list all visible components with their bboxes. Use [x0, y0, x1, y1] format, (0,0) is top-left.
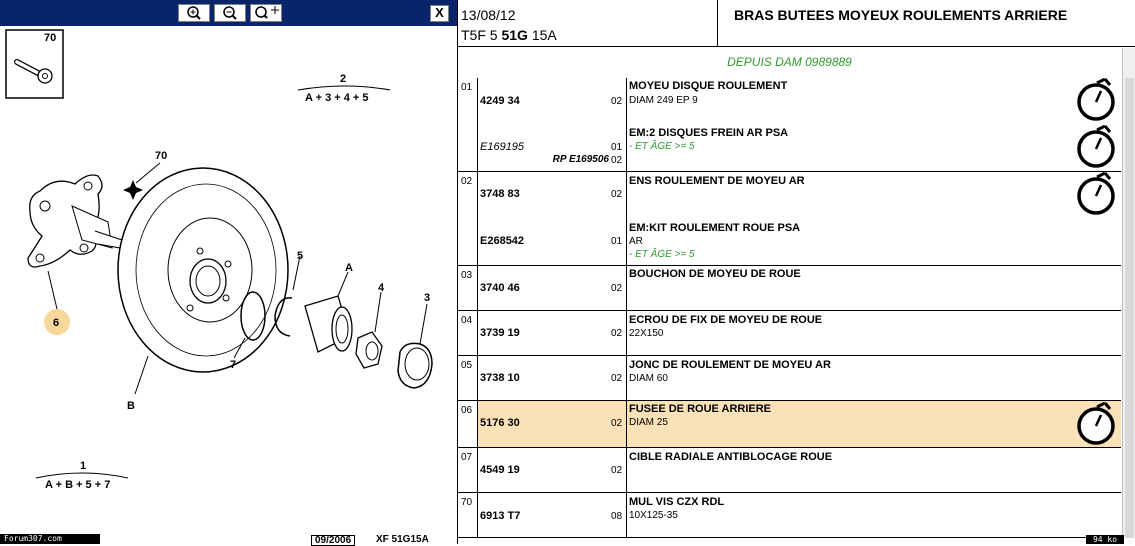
ref-6-label: 6 [53, 317, 60, 329]
ref-3-label: 3 [424, 292, 431, 304]
stopwatch-icon[interactable] [1075, 172, 1115, 216]
part-qty: 02 [611, 418, 623, 429]
table-row-selected[interactable] [458, 401, 1121, 448]
part-desc-2: EM:2 DISQUES FREIN AR PSA [629, 127, 789, 139]
part-ref[interactable]: 4249 34 [480, 95, 520, 107]
group-number: 05 [461, 360, 473, 371]
condition-note: - ET ÂGE >= 5 [629, 249, 695, 260]
stopwatch-icon[interactable] [1075, 402, 1115, 446]
part-ref-2[interactable]: E268542 [480, 235, 525, 247]
hub-cap-3 [398, 343, 432, 388]
file-size-badge: 94 ko [1086, 535, 1124, 544]
hub-nut-4 [356, 332, 382, 368]
replaced-by: RP E169506 [552, 154, 609, 165]
ref-1-label: 1 [80, 460, 87, 472]
code-prefix: T5F 5 [461, 27, 498, 43]
part-desc: ECROU DE FIX DE MOYEU DE ROUE [629, 314, 823, 326]
code-suffix: 15A [531, 27, 557, 43]
ref-B-label: B [127, 400, 135, 412]
table-row[interactable] [458, 266, 1121, 311]
part-desc: BOUCHON DE MOYEU DE ROUE [629, 268, 801, 280]
part-ref[interactable]: 5176 30 [480, 417, 520, 429]
part-qty: 02 [611, 373, 623, 384]
ref-4-label: 4 [378, 282, 385, 294]
part-sub: 10X125-35 [629, 510, 678, 521]
zoom-out-button[interactable] [214, 4, 246, 22]
group-number: 70 [461, 497, 473, 508]
part-qty: 01 [611, 236, 623, 247]
header-code [461, 27, 557, 43]
table-row[interactable] [458, 78, 1121, 172]
ref-A-label: A [345, 262, 353, 274]
exploded-view-diagram [0, 26, 457, 536]
table-row[interactable] [458, 493, 1121, 538]
part-qty: 02 [611, 283, 623, 294]
table-row[interactable] [458, 448, 1121, 493]
ref-70-label: 70 [155, 150, 168, 162]
part-ref[interactable]: 6913 T7 [480, 510, 521, 522]
part-ref[interactable]: 3739 19 [480, 327, 520, 339]
part-qty: 02 [611, 465, 623, 476]
part-qty: 01 [611, 142, 623, 153]
table-row[interactable] [458, 172, 1121, 266]
part-ref[interactable]: 4549 19 [480, 464, 520, 476]
group-number: 07 [461, 452, 473, 463]
forum-watermark: Forum307.com [0, 534, 100, 544]
table-row[interactable] [458, 356, 1121, 401]
condition-note: - ET ÂGE >= 5 [629, 141, 695, 152]
part-desc: ENS ROULEMENT DE MOYEU AR [629, 175, 805, 187]
zoom-move-button[interactable] [250, 4, 282, 22]
vertical-scrollbar[interactable] [1122, 48, 1135, 536]
group-number: 03 [461, 270, 473, 281]
part-sub: DIAM 249 EP 9 [629, 95, 698, 106]
ref-2-label: 2 [340, 73, 347, 85]
part-qty: 02 [611, 155, 623, 166]
part-qty: 08 [611, 511, 623, 522]
close-button[interactable]: X [430, 5, 449, 22]
part-desc-2: EM:KIT ROULEMENT ROUE PSA [629, 222, 801, 234]
part-ref[interactable]: 3740 46 [480, 282, 520, 294]
wheel-hub-flange [28, 175, 122, 267]
diagram-panel [0, 0, 458, 544]
inset-label: 70 [44, 32, 57, 44]
header-date: 13/08/12 [461, 7, 516, 23]
part-sub: DIAM 25 [629, 417, 668, 428]
scrollbar-thumb[interactable] [1125, 78, 1134, 538]
zoom-in-button[interactable] [178, 4, 210, 22]
part-desc: MUL VIS CZX RDL [629, 496, 725, 508]
magnifier-move-icon [251, 5, 281, 21]
bearing-A [305, 296, 352, 352]
ref-7-label: 7 [230, 359, 237, 371]
stopwatch-icon[interactable] [1075, 125, 1115, 169]
depuis-note: DEPUIS DAM 0989889 [727, 55, 852, 69]
table-row[interactable] [458, 311, 1121, 356]
part-ref-2[interactable]: E169195 [480, 141, 525, 153]
diagram-code: XF 51G15A [376, 534, 429, 545]
magnifier-minus-icon [215, 5, 245, 21]
part-desc: JONC DE ROULEMENT DE MOYEU AR [629, 359, 831, 371]
ref-2-formula: A + 3 + 4 + 5 [305, 92, 369, 104]
brake-disc [118, 168, 288, 372]
group-number: 04 [461, 315, 473, 326]
part-qty: 02 [611, 328, 623, 339]
part-sub: AR [629, 236, 643, 247]
group-number: 01 [461, 82, 473, 93]
part-qty: 02 [611, 96, 623, 107]
code-bold: 51G [501, 27, 528, 43]
header-info [458, 0, 718, 47]
part-ref[interactable]: 3748 83 [480, 188, 520, 200]
part-sub: 22X150 [629, 328, 664, 339]
part-ref[interactable]: 3738 10 [480, 372, 520, 384]
page-title: BRAS BUTEES MOYEUX ROULEMENTS ARRIERE [734, 7, 1068, 23]
part-qty: 02 [611, 189, 623, 200]
zoom-toolbar [0, 0, 457, 26]
part-desc: MOYEU DISQUE ROULEMENT [629, 80, 788, 92]
part-desc: CIBLE RADIALE ANTIBLOCAGE ROUE [629, 451, 833, 463]
ref-1-formula: A + B + 5 + 7 [45, 479, 111, 491]
parts-list-panel [458, 0, 1135, 544]
group-number: 06 [461, 405, 473, 416]
diagram-date: 09/2006 [311, 535, 355, 546]
part-sub: DIAM 60 [629, 373, 668, 384]
magnifier-plus-icon [179, 5, 209, 21]
group-number: 02 [461, 176, 473, 187]
ref-5-label: 5 [297, 250, 304, 262]
part-desc: FUSEE DE ROUE ARRIERE [629, 403, 772, 415]
stopwatch-icon[interactable] [1075, 78, 1115, 122]
